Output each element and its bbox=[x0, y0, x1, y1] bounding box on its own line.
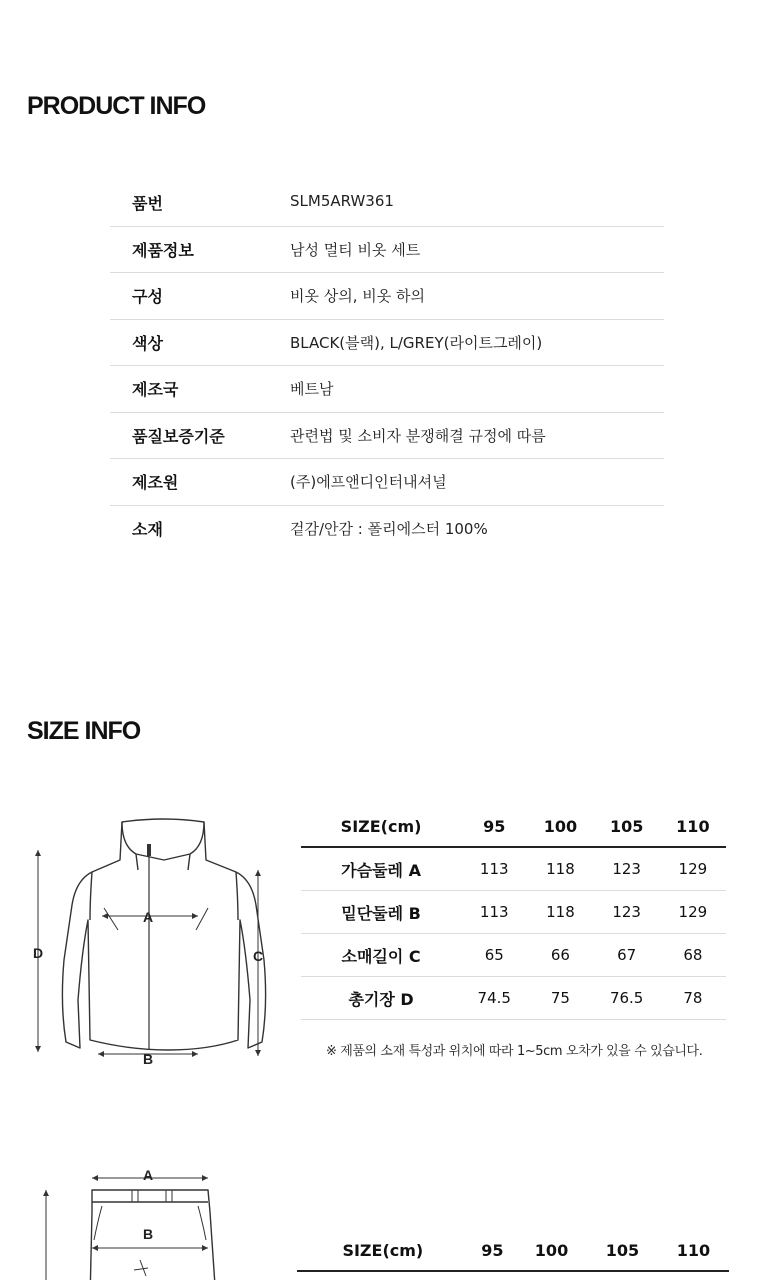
row-label: 총기장 D bbox=[301, 977, 461, 1020]
info-row bbox=[110, 320, 664, 367]
product-info-table bbox=[110, 180, 664, 552]
info-value: (주)에프앤디인터내셔널 bbox=[290, 473, 447, 491]
info-label: 품질보증기준 bbox=[132, 426, 225, 446]
row-label: 소매길이 C bbox=[301, 934, 461, 977]
info-value: SLM5ARW361 bbox=[290, 192, 394, 210]
table-cell: 118 bbox=[527, 847, 593, 891]
info-row bbox=[110, 180, 664, 227]
info-label: 소재 bbox=[132, 519, 163, 539]
jacket-illustration bbox=[20, 810, 280, 1070]
table-cell: 74.5 bbox=[461, 977, 527, 1020]
size-header-label: SIZE(cm) bbox=[301, 806, 461, 847]
pants-label-a: A bbox=[142, 1167, 154, 1183]
info-label: 제조국 bbox=[132, 380, 179, 399]
table-row bbox=[301, 891, 726, 934]
pants-label-b: B bbox=[142, 1226, 154, 1242]
jacket-label-a: A bbox=[142, 909, 154, 925]
row-label: 가슴둘레 A bbox=[301, 847, 461, 891]
table-header-row bbox=[297, 1230, 729, 1271]
pants-illustration bbox=[30, 1160, 230, 1280]
info-row bbox=[110, 459, 664, 506]
table-cell: 66 bbox=[527, 934, 593, 977]
table-cell: 67 bbox=[594, 934, 660, 977]
size-header-label: SIZE(cm) bbox=[297, 1230, 469, 1271]
info-label: 품번 bbox=[132, 194, 163, 213]
table-cell: 75 bbox=[527, 977, 593, 1020]
size-info-title: SIZE INFO bbox=[27, 717, 141, 745]
table-header-row bbox=[301, 806, 726, 847]
size-tolerance-note: ※ 제품의 소재 특성과 위치에 따라 1~5cm 오차가 있을 수 있습니다. bbox=[326, 1044, 703, 1059]
pants-size-table bbox=[297, 1230, 729, 1272]
size-header-105: 105 bbox=[594, 806, 660, 847]
table-cell: 118 bbox=[527, 891, 593, 934]
info-value: 베트남 bbox=[290, 380, 334, 398]
size-header-110: 110 bbox=[658, 1230, 729, 1271]
info-row bbox=[110, 366, 664, 413]
info-label: 구성 bbox=[132, 287, 163, 306]
table-row bbox=[301, 977, 726, 1020]
info-value: BLACK(블랙), L/GREY(라이트그레이) bbox=[290, 333, 543, 352]
table-cell: 113 bbox=[461, 891, 527, 934]
size-header-110: 110 bbox=[660, 806, 726, 847]
size-header-100: 100 bbox=[516, 1230, 587, 1271]
row-label: 밑단둘레 B bbox=[301, 891, 461, 934]
table-cell: 123 bbox=[594, 891, 660, 934]
size-header-100: 100 bbox=[527, 806, 593, 847]
size-header-95: 95 bbox=[461, 806, 527, 847]
size-header-105: 105 bbox=[587, 1230, 658, 1271]
info-label: 색상 bbox=[132, 333, 163, 353]
product-info-title: PRODUCT INFO bbox=[27, 92, 206, 120]
jacket-label-b: B bbox=[142, 1051, 154, 1067]
table-cell: 113 bbox=[461, 847, 527, 891]
info-label: 제조원 bbox=[132, 473, 179, 492]
info-value: 관련법 및 소비자 분쟁해결 규정에 따름 bbox=[290, 426, 546, 445]
table-cell: 129 bbox=[660, 891, 726, 934]
jacket-label-d: D bbox=[32, 945, 44, 961]
info-label: 제품정보 bbox=[132, 240, 194, 260]
info-value: 남성 멀티 비옷 세트 bbox=[290, 240, 421, 259]
table-cell: 123 bbox=[594, 847, 660, 891]
table-cell: 129 bbox=[660, 847, 726, 891]
jacket-size-table bbox=[301, 806, 726, 1020]
table-row bbox=[301, 934, 726, 977]
info-value: 겉감/안감 : 폴리에스터 100% bbox=[290, 519, 488, 538]
table-cell: 65 bbox=[461, 934, 527, 977]
table-cell: 76.5 bbox=[594, 977, 660, 1020]
table-cell: 68 bbox=[660, 934, 726, 977]
table-row bbox=[301, 847, 726, 891]
size-header-95: 95 bbox=[469, 1230, 516, 1271]
info-row bbox=[110, 506, 664, 553]
info-value: 비옷 상의, 비옷 하의 bbox=[290, 287, 425, 305]
info-row bbox=[110, 273, 664, 320]
table-cell: 78 bbox=[660, 977, 726, 1020]
jacket-label-c: C bbox=[252, 948, 264, 964]
info-row bbox=[110, 413, 664, 460]
info-row bbox=[110, 227, 664, 274]
